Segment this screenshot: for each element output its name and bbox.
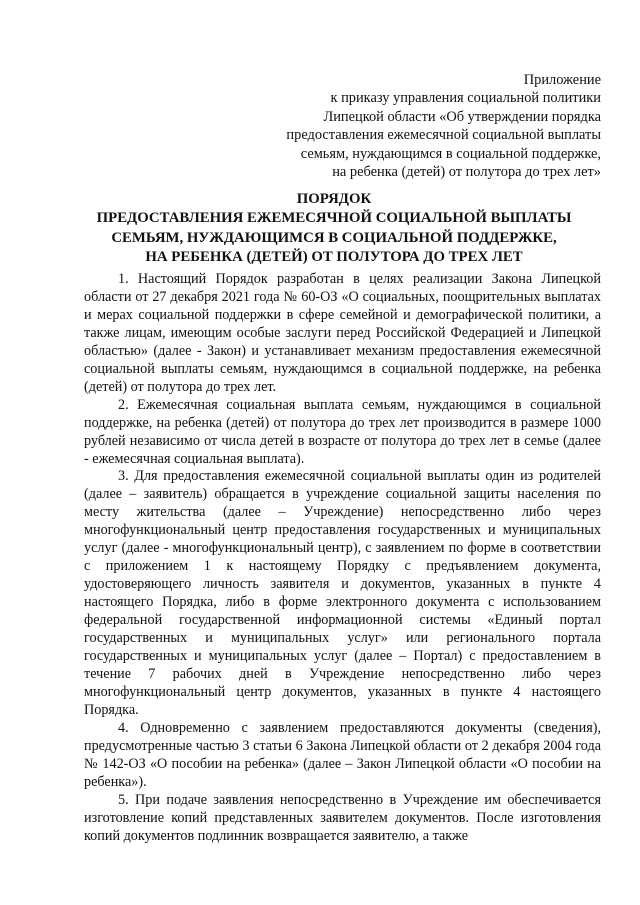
title-line: СЕМЬЯМ, НУЖДАЮЩИМСЯ В СОЦИАЛЬНОЙ ПОДДЕРЖКЕ, — [111, 229, 557, 246]
paragraph-4: 4. Одновременно с заявлением предоставляются документы (сведения), предусмотренные частью 3 статьи 6 Закона Липецкой области от 2 декабря 2004 года № 142-ОЗ «О пособии на ребенка» (далее – Закон Липецкой области «О пособии на ребенка»). — [84, 719, 601, 790]
paragraph-2: 2. Ежемесячная социальная выплата семьям, нуждающимся в социальной поддержке, на ребенка (детей) от полутора до трех лет производится в размере 1000 рублей независимо от числа детей в возрасте от полутора до трех лет в семье (далее - ежемесячная социальная выплата). — [84, 396, 601, 467]
title-line: ПРЕДОСТАВЛЕНИЯ ЕЖЕМЕСЯЧНОЙ СОЦИАЛЬНОЙ ВЫПЛАТЫ — [96, 210, 572, 227]
paragraph-3: 3. Для предоставления ежемесячной социальной выплаты один из родителей (далее – заявитель) обращается в учреждение социальной защиты населения по месту жительства (далее – Учреждение) непосредственно либо через многофункциональный центр предоставления государственных и муниципальных услуг (далее - многофункциональный центр), с заявлением по форме в соответствии с приложением 1 к настоящему Порядку с предъявлением документа, удостоверяющего личность заявителя и документов, указанных в пункте 4 настоящего Порядка, либо в форме электронного документа с использованием федеральной государственной информационной системы «Единый портал государственных и муниципальных услуг» или регионального портала государственных и муниципальных услуг (далее – Портал) с предоставлением в течение 7 рабочих дней в Учреждение непосредственно либо через многофункциональный центр документов, указанных в пункте 4 настоящего Порядка. — [84, 468, 601, 718]
title-line: НА РЕБЕНКА (ДЕТЕЙ) ОТ ПОЛУТОРА ДО ТРЕХ ЛЕТ — [145, 249, 523, 266]
appendix-line: семьям, нуждающимся в социальной поддержке, — [300, 145, 601, 162]
paragraph-5: 5. При подаче заявления непосредственно в Учреждение им обеспечивается изготовление копий представленных заявителем документов. После изготовления копий документов подлинник возвращается заявителю, а также — [84, 791, 601, 844]
title-line: ПОРЯДОК — [296, 191, 372, 207]
appendix-line: предоставления ежемесячной социальной выплаты — [286, 127, 601, 144]
appendix-line: Приложение — [523, 72, 601, 88]
appendix-line: к приказу управления социальной политики — [330, 90, 601, 107]
document-title — [60, 190, 608, 268]
paragraph-1: 1. Настоящий Порядок разработан в целях реализации Закона Липецкой области от 27 декабря 2021 года № 60-ОЗ «О социальных, поощрительных выплатах и мерах социальной поддержки в сфере семейной и демографической политики, а также лицам, имеющим особые заслуги перед Российской Федерацией и Липецкой областью» (далее - Закон) и устанавливает механизм предоставления ежемесячной социальной выплаты семьям, нуждающимся в социальной поддержке, на ребенка (детей) от полутора до трех лет. — [84, 271, 601, 395]
document-body — [84, 271, 601, 846]
appendix-line: Липецкой области «Об утверждении порядка — [323, 108, 601, 125]
appendix-line: на ребенка (детей) от полутора до трех лет» — [332, 164, 601, 181]
appendix-header — [241, 71, 601, 181]
